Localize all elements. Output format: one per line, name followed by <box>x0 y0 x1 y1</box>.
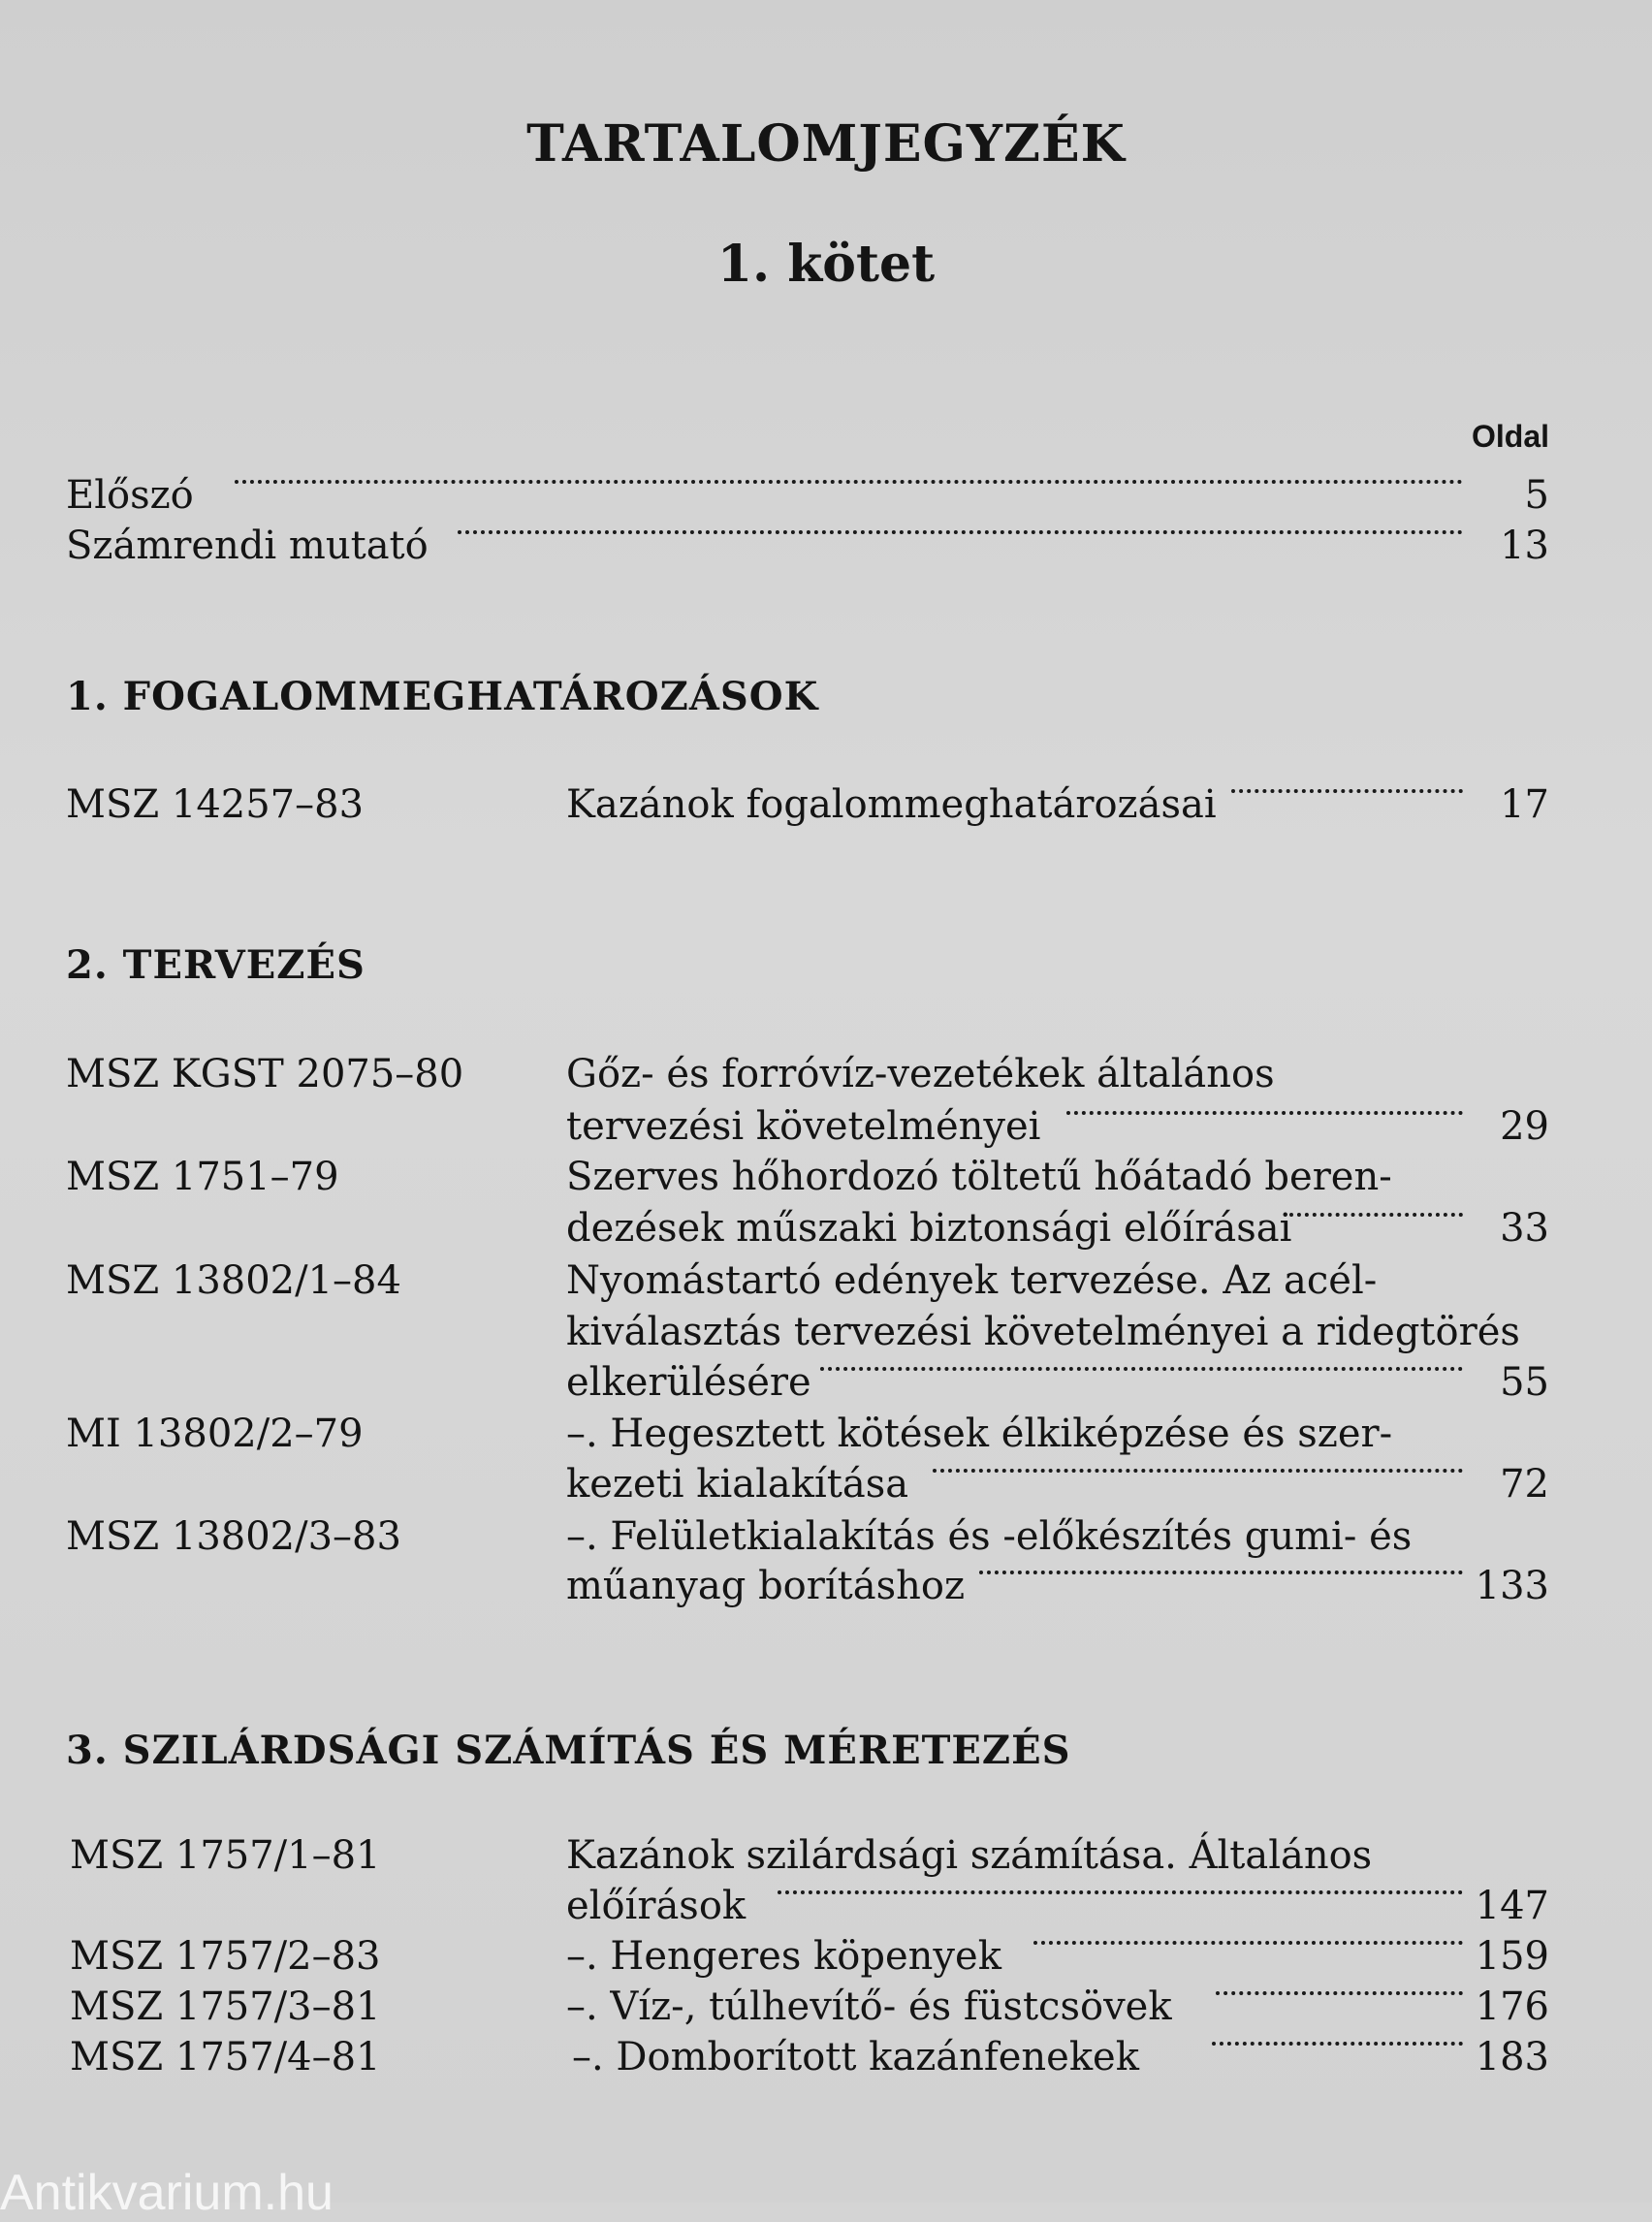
entry-title-line: –. Hegesztett kötések élkiképzése és szer- <box>566 1412 1393 1456</box>
page-column-label: Oldal <box>1471 419 1549 454</box>
dot-leader <box>820 1357 1463 1371</box>
entry-title-line: dezések műszaki biztonsági előírásai <box>566 1206 1292 1251</box>
entry-page: 33 <box>1500 1206 1549 1251</box>
entry-page: 55 <box>1500 1360 1549 1405</box>
entry-title-line: előírások <box>566 1884 747 1928</box>
entry-title-line: –. Hengeres köpenyek <box>566 1934 1001 1979</box>
entry-title: Számrendi mutató <box>66 524 429 568</box>
entry-title-line: –. Felületkialakítás és -előkészítés gumi- és <box>566 1514 1413 1559</box>
dot-leader <box>1212 2032 1463 2046</box>
entry-title: Kazánok fogalommeghatározásai <box>566 782 1217 827</box>
entry-title-line: tervezési követelményei <box>566 1104 1041 1149</box>
page-title: TARTALOMJEGYZÉK <box>526 114 1126 174</box>
entry-page: 183 <box>1475 2035 1549 2079</box>
entry-page: 29 <box>1500 1104 1549 1149</box>
entry-title-line: elkerülésére <box>566 1360 811 1405</box>
entry-page: 5 <box>1524 473 1549 518</box>
entry-title-line: Kazánok szilárdsági számítása. Általános <box>566 1833 1373 1878</box>
entry-page: 147 <box>1475 1884 1549 1928</box>
section-heading: 2. TERVEZÉS <box>66 942 365 988</box>
standard-code: MSZ 1757/3–81 <box>70 1984 381 2029</box>
dot-leader <box>1231 779 1463 793</box>
entry-title-line: Szerves hőhordozó töltetű hőátadó beren- <box>566 1155 1392 1199</box>
dot-leader <box>933 1459 1463 1473</box>
entry-title-line: kezeti kialakítása <box>566 1462 909 1507</box>
entry-page: 72 <box>1500 1462 1549 1507</box>
dot-leader <box>1216 1982 1463 1995</box>
entry-title: Előszó <box>66 473 194 518</box>
watermark: Antikvarium.hu <box>0 2165 334 2221</box>
dot-leader <box>458 521 1463 534</box>
entry-page: 133 <box>1475 1564 1549 1608</box>
entry-title-line: –. Domborított kazánfenekek <box>572 2035 1139 2079</box>
section-heading: 1. FOGALOMMEGHATÁROZÁSOK <box>66 674 819 719</box>
entry-title-line: Gőz- és forróvíz-vezetékek általános <box>566 1052 1275 1096</box>
volume-title: 1. kötet <box>716 235 936 294</box>
dot-leader <box>778 1881 1463 1894</box>
entry-title-line: –. Víz-, túlhevítő- és füstcsövek <box>566 1984 1172 2029</box>
standard-code: MSZ 13802/3–83 <box>66 1514 401 1559</box>
dot-leader <box>1289 1203 1463 1217</box>
entry-title-line: kiválasztás tervezési követelményei a ridegtörés <box>566 1310 1520 1354</box>
entry-page: 13 <box>1500 524 1549 568</box>
standard-code: MSZ 1757/1–81 <box>70 1833 381 1878</box>
standard-code: MSZ 13802/1–84 <box>66 1258 401 1303</box>
standard-code: MI 13802/2–79 <box>66 1412 364 1456</box>
entry-title-line: Nyomástartó edények tervezése. Az acél- <box>566 1258 1378 1303</box>
entry-page: 159 <box>1475 1934 1549 1979</box>
dot-leader <box>1033 1931 1463 1945</box>
section-heading: 3. SZILÁRDSÁGI SZÁMÍTÁS ÉS MÉRETEZÉS <box>66 1728 1071 1773</box>
entry-page: 17 <box>1500 782 1549 827</box>
standard-code: MSZ 1757/2–83 <box>70 1934 381 1979</box>
standard-code: MSZ KGST 2075–80 <box>66 1052 464 1096</box>
standard-code: MSZ 14257–83 <box>66 782 365 827</box>
dot-leader <box>979 1561 1463 1574</box>
standard-code: MSZ 1751–79 <box>66 1155 339 1199</box>
standard-code: MSZ 1757/4–81 <box>70 2035 381 2079</box>
dot-leader <box>235 470 1463 484</box>
entry-page: 176 <box>1475 1984 1549 2029</box>
entry-title-line: műanyag borításhoz <box>566 1564 966 1608</box>
dot-leader <box>1066 1101 1463 1115</box>
